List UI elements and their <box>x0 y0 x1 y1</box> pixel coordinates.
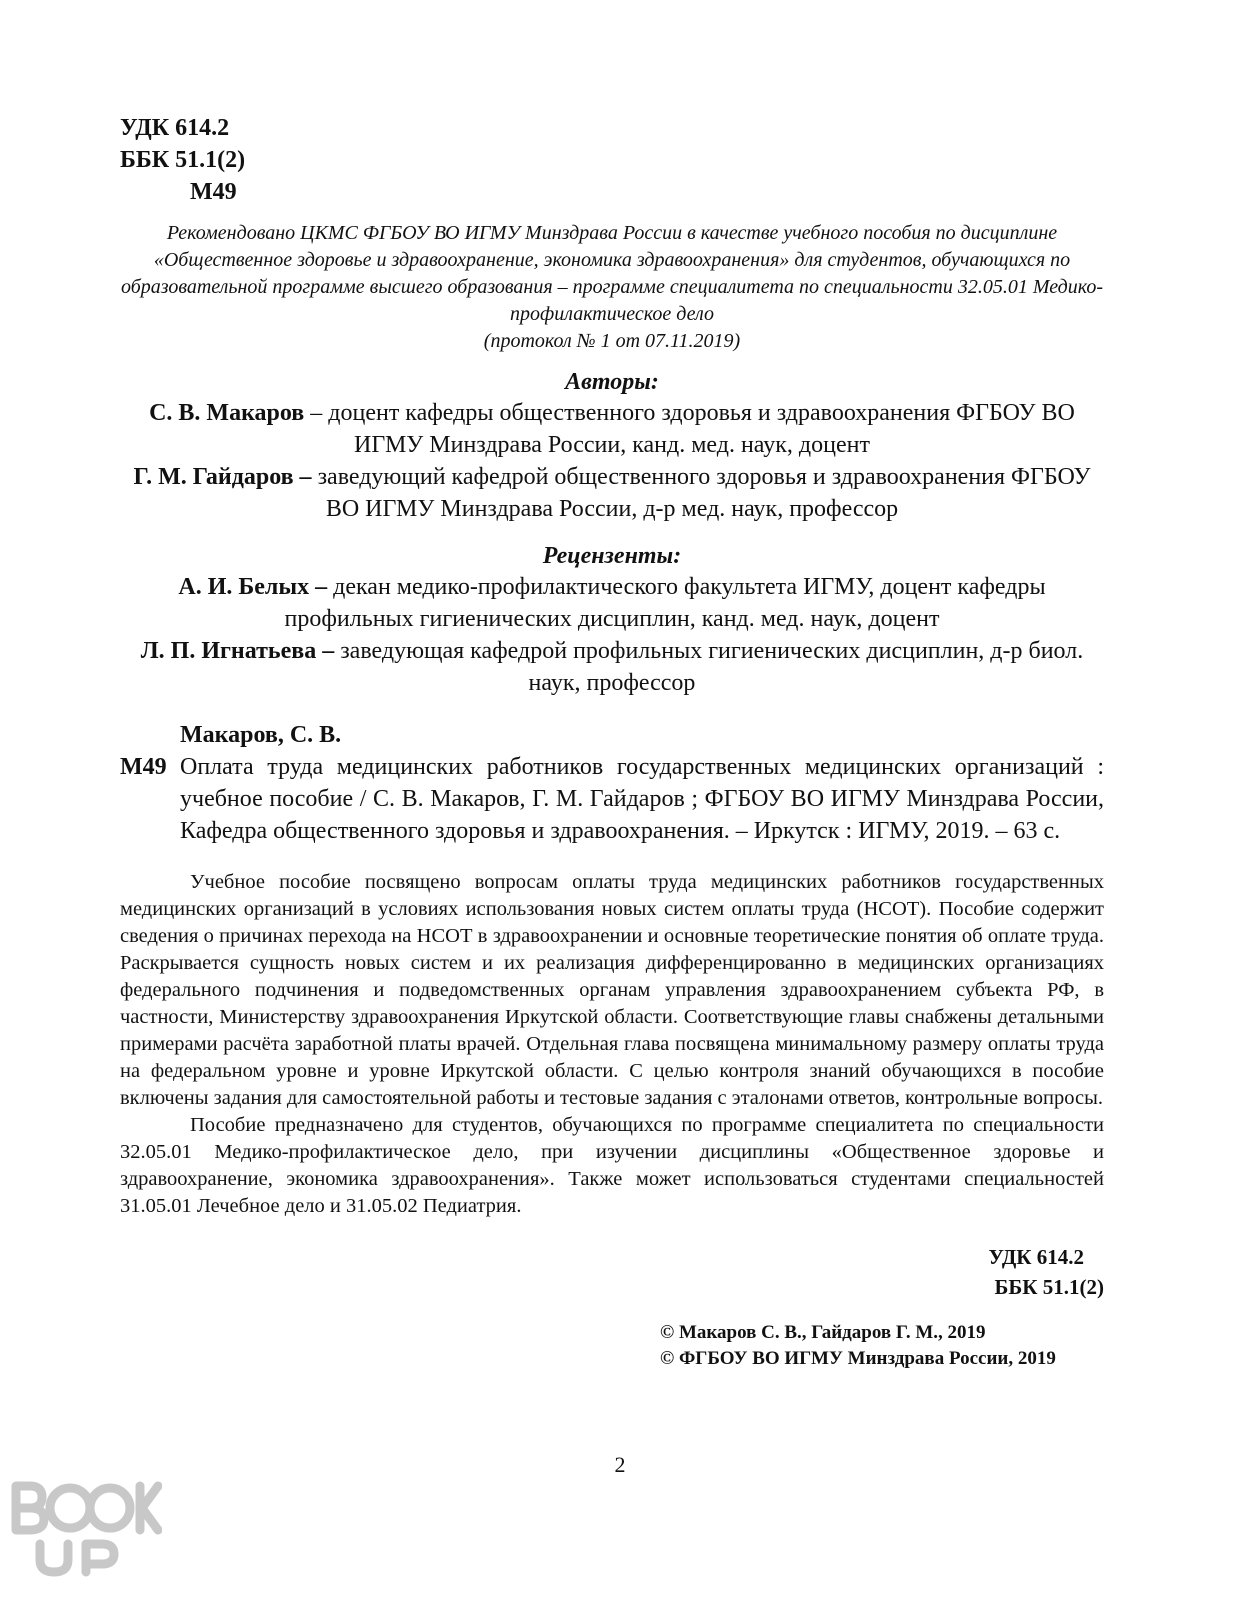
copyright-block <box>660 1320 1104 1372</box>
author-entry <box>120 397 1104 461</box>
footer-bbk-code: ББК 51.1(2) <box>994 1275 1104 1299</box>
reviewer-entry <box>120 635 1104 699</box>
abstract-paragraph: Учебное пособие посвящено вопросам оплаты труда медицинских работников государственных медицинских организаций в условиях использования новых систем оплаты труда (НСОТ). Пособие содержит сведения о причинах перехода на НСОТ в здравоохранении и основные теоретические понятия об оплате труда. Раскрывается сущность новых систем и их реализация дифференцированно в медицинских организациях федерального подчинения и подведомственных органам управления здравоохранением субъекта РФ, в частности, Министерству здравоохранения Иркутской области. Соответствующие главы снабжены детальными примерами расчёта заработной платы врачей. Отдельная глава посвящена минимальному размеру оплаты труда на федеральном уровне и уровне Иркутской области. С целью контроля знаний обучающихся в пособие включены задания для самостоятельной работы и тестовые задания с эталонами ответов, контрольные вопросы. <box>120 871 1104 1109</box>
recommendation-block <box>120 220 1104 355</box>
watermark-letters <box>16 1486 158 1572</box>
page-number: 2 <box>614 1452 626 1477</box>
recommendation-text: Рекомендовано ЦКМС ФГБОУ ВО ИГМУ Минздрава России в качестве учебного пособия по дисциплине «Общественное здоровье и здравоохранение, экономика здравоохранения» для студентов, обучающихся по образовательной программе высшего образования – программе специалитета по специальности 32.05.01 Медико-профилактическое дело <box>120 222 1103 325</box>
abstract-paragraph: Пособие предназначено для студентов, обучающихся по программе специалитета по специальности 32.05.01 Медико-профилактическое дело, при изучении дисциплины «Общественное здоровье и здравоохранение, экономика здравоохранения». Также может использоваться студентами специальностей 31.05.01 Лечебное дело и 31.05.02 Педиатрия. <box>120 1114 1104 1217</box>
author-name: Г. М. Гайдаров – <box>133 464 312 490</box>
author-description: – доцент кафедры общественного здоровья и здравоохранения ФГБОУ ВО ИГМУ Минздрава России, канд. мед. наук, доцент <box>304 400 1075 458</box>
bibliographic-code: М49 <box>120 754 167 780</box>
reviewer-description: заведующая кафедрой профильных гигиенических дисциплин, д-р биол. наук, профессор <box>334 638 1084 696</box>
footer-udk-code: УДК 614.2 <box>988 1245 1084 1269</box>
copyright-line: © ФГБОУ ВО ИГМУ Минздрава России, 2019 <box>660 1348 1056 1369</box>
classification-codes <box>120 112 1104 208</box>
bibliographic-entry <box>120 751 1104 847</box>
reviewer-name: А. И. Белых – <box>178 574 328 600</box>
abstract <box>120 869 1104 1220</box>
authors-heading: Авторы: <box>565 369 659 395</box>
author-name: С. В. Макаров <box>149 400 305 426</box>
author-description: заведующий кафедрой общественного здоровья и здравоохранения ФГБОУ ВО ИГМУ Минздрава России, д-р мед. наук, профессор <box>311 464 1091 522</box>
reviewers-heading: Рецензенты: <box>542 543 682 569</box>
reviewer-entry <box>120 571 1104 635</box>
bbk-code: ББК 51.1(2) <box>120 147 246 173</box>
bibliographic-description: Оплата труда медицинских работников государственных медицинских организаций : учебное пособие / С. В. Макаров, Г. М. Гайдаров ; ФГБОУ ВО ИГМУ Минздрава России, Кафедра общественного здоровья и здравоохранения. – Иркутск : ИГМУ, 2019. – 63 с. <box>180 754 1104 844</box>
copyright-line: © Макаров С. В., Гайдаров Г. М., 2019 <box>660 1322 986 1343</box>
reviewer-description: декан медико-профилактического факультета ИГМУ, доцент кафедры профильных гигиенических дисциплин, канд. мед. наук, доцент <box>284 574 1046 632</box>
udk-code: УДК 614.2 <box>120 115 230 141</box>
author-sign-code: М49 <box>190 179 237 205</box>
bibliographic-author: Макаров, С. В. <box>180 722 342 748</box>
author-entry <box>120 461 1104 525</box>
bibliographic-record <box>120 719 1104 847</box>
document-page <box>120 112 1104 1372</box>
reviewer-name: Л. П. Игнатьева – <box>140 638 335 664</box>
footer-classification-codes <box>120 1242 1104 1302</box>
bookup-watermark-logo <box>6 1478 162 1578</box>
protocol-text: (протокол № 1 от 07.11.2019) <box>483 330 741 352</box>
